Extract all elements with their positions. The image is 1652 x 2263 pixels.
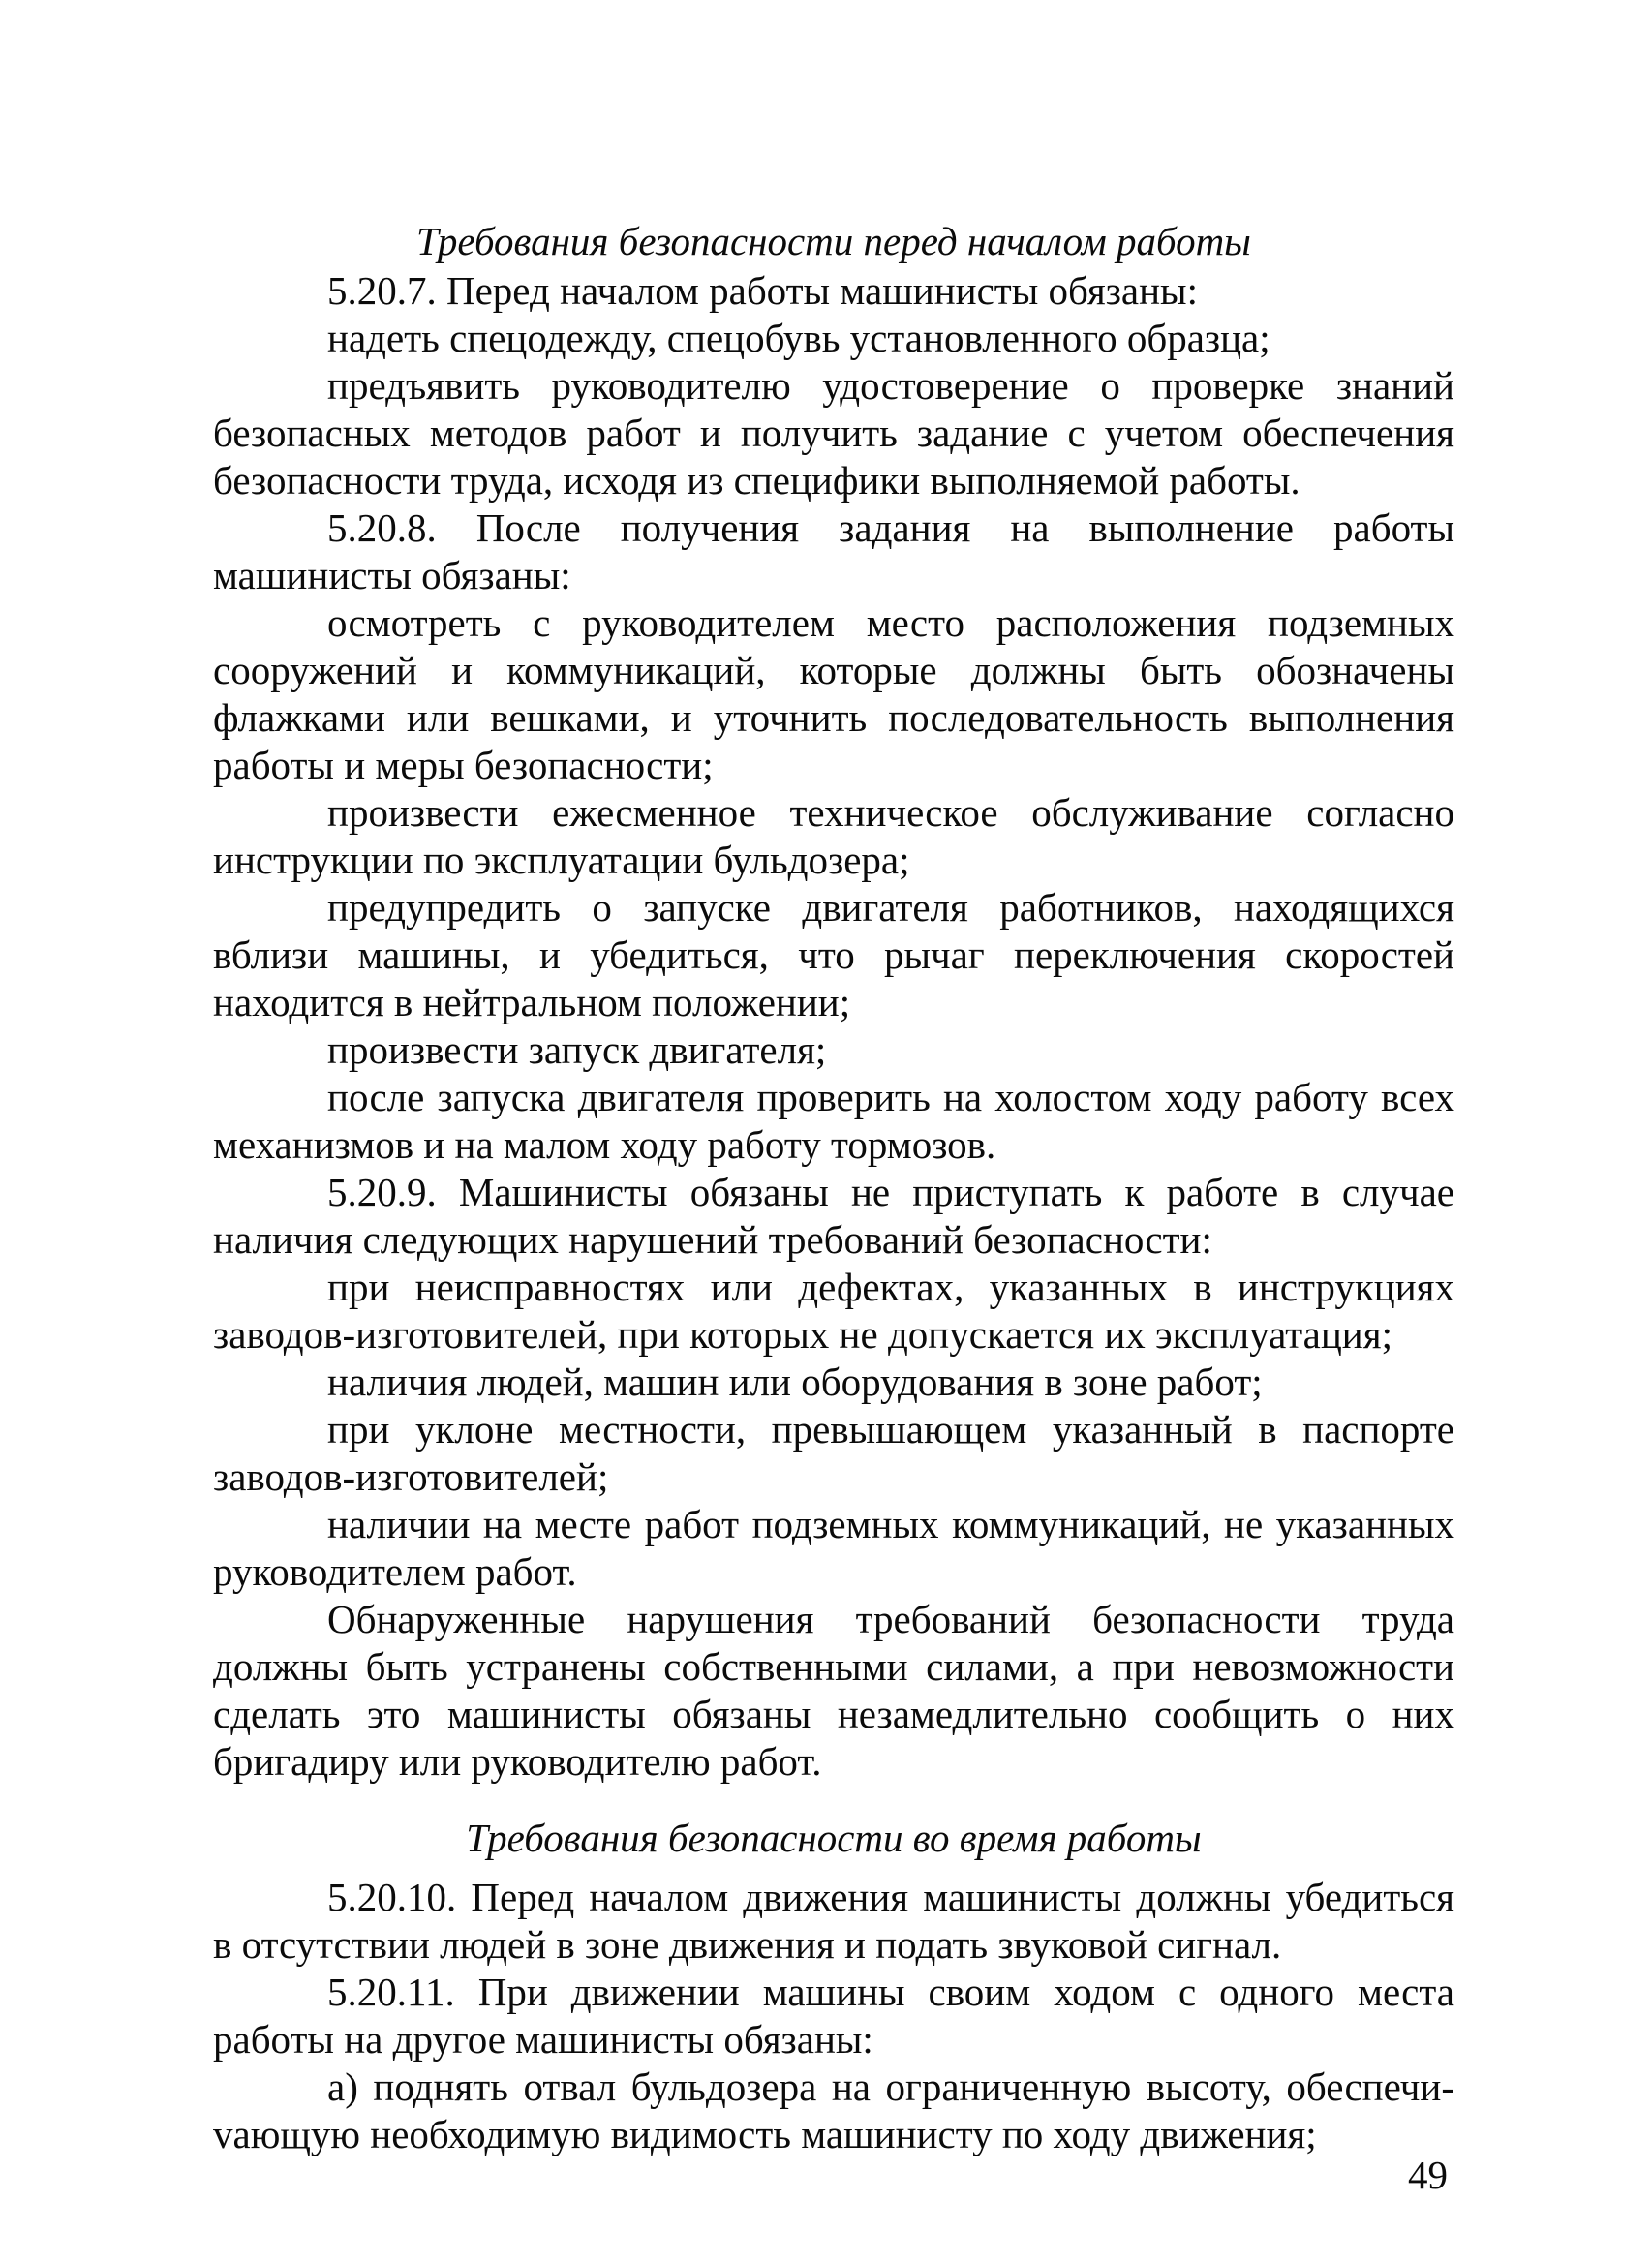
paragraph: наличии на месте работ подземных коммуникаций, не указанных руководителем работ. xyxy=(213,1502,1454,1594)
paragraph: а) поднять отвал бульдозера на ограниченную высоту, обеспечиvающую необходимую видимость машинисту по ходу движения; xyxy=(213,2064,1454,2156)
paragraph: 5.20.8. После получения задания на выполнение работы машинисты обязаны: xyxy=(213,505,1454,597)
paragraph: предупредить о запуске двигателя работников, находящихся вблизи машины, и убедиться, что рычаг переключения скоростей находится в нейтральном положении; xyxy=(213,885,1454,1024)
page-content xyxy=(213,218,1454,2158)
paragraph: 5.20.11. При движении машины своим ходом с одного места работы на другое машинисты обязаны: xyxy=(213,1970,1454,2062)
section-heading-before-work: Требования безопасности перед началом работы xyxy=(416,219,1251,263)
paragraph: при уклоне местности, превышающем указанный в паспорте заводов-изготовителей; xyxy=(213,1407,1454,1499)
section-heading-during-work: Требования безопасности во время работы xyxy=(466,1816,1202,1860)
paragraph: Обнаруженные нарушения требований безопасности труда должны быть устранены собственными силами, а при невозможности сделать это машинисты обязаны незамедлительно сообщить о них бригадиру или руководителю работ. xyxy=(213,1597,1454,1784)
paragraph: наличия людей, машин или оборудования в зоне работ; xyxy=(327,1360,1263,1404)
paragraph: 5.20.10. Перед началом движения машинисты должны убедиться в отсутствии людей в зоне движения и подать звуковой сигнал. xyxy=(213,1875,1454,1967)
paragraph: при неисправностях или дефектах, указанных в инструкциях заводов-изготовителей, при которых не допускается их эксплуатация; xyxy=(213,1265,1454,1357)
paragraph: предъявить руководителю удостоверение о проверке знаний безопасных методов работ и получить задание с учетом обеспечения безопасности труда, исходя из специфики выполняемой работы. xyxy=(213,363,1454,503)
paragraph: надеть спецодежду, спецобувь установленного образца; xyxy=(327,316,1270,360)
paragraph: произвести запуск двигателя; xyxy=(327,1027,827,1072)
paragraph: 5.20.9. Машинисты обязаны не приступать к работе в случае наличия следующих нарушений требований безопасности: xyxy=(213,1170,1454,1262)
page-number: 49 xyxy=(1408,2153,1448,2197)
paragraph: произвести ежесменное техническое обслуживание согласно инструкции по эксплуатации бульдозера; xyxy=(213,790,1454,882)
paragraph: осмотреть с руководителем место расположения подземных сооружений и коммуникаций, которые должны быть обозначены флажками или вешками, и уточнить последовательность выполнения работы и меры безопасности; xyxy=(213,600,1454,787)
paragraph: после запуска двигателя проверить на холостом ходу работу всех механизмов и на малом ходу работу тормозов. xyxy=(213,1075,1454,1167)
paragraph: 5.20.7. Перед началом работы машинисты обязаны: xyxy=(327,268,1198,313)
